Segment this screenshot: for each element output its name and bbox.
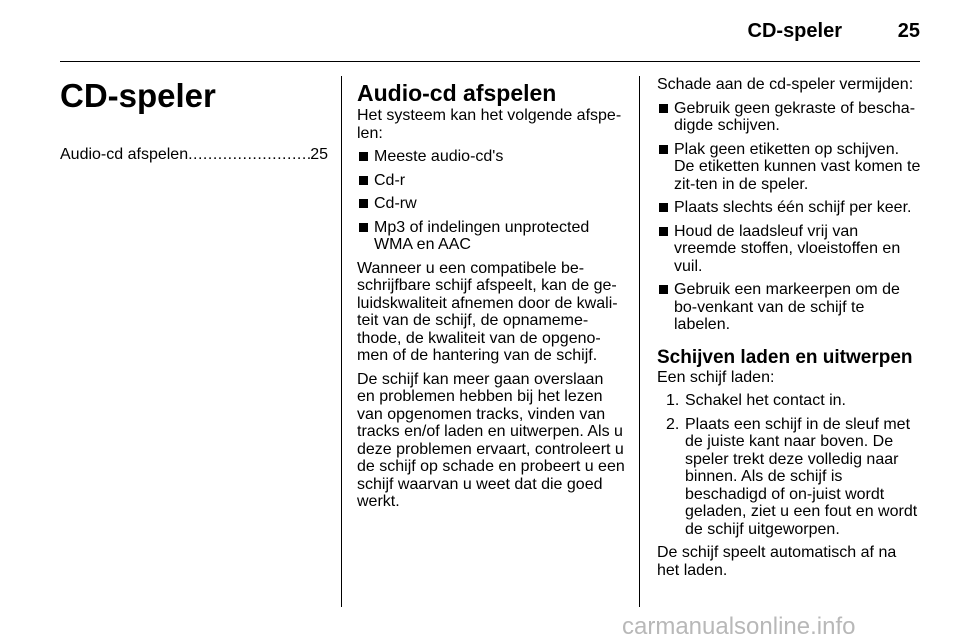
column-care <box>657 76 921 579</box>
toc-entry-label: Audio-cd afspelen <box>60 146 189 163</box>
bullet-square-icon <box>659 227 668 236</box>
list-item: 2. Plaats een schijf in de sleuf met de juiste kant naar boven. De speler trekt deze volledig naar binnen. Als de schijf is beschadigd of on-juist wordt geladen, ziet u een fout en wordt de schijf uitgeworpen. <box>666 415 918 538</box>
section-title: Audio-cd afspelen <box>357 80 557 106</box>
list-item: Plak geen etiketten op schijven. De etiketten kunnen vast komen te zit-ten in de speler. <box>657 141 921 194</box>
body-paragraph: De schijf kan meer gaan overslaan en problemen hebben bij het lezen van opgenomen tracks, vinden van tracks en/of laden en uitwerpen. Als u deze problemen ervaart, controleert u de schijf op schade en probeert u een schijf waarvan u weet dat die goed werkt. <box>357 370 625 510</box>
intro-text: Schade aan de cd-speler vermijden: <box>657 76 914 93</box>
list-item: Gebruik geen gekraste of bescha-digde schijven. <box>657 100 921 135</box>
bullet-square-icon <box>359 199 368 208</box>
care-tips-list <box>657 100 921 334</box>
bullet-square-icon <box>359 176 368 185</box>
watermark: carmanualsonline.info <box>622 613 856 640</box>
bullet-square-icon <box>659 285 668 294</box>
steps-intro: Een schijf laden: <box>657 368 775 386</box>
list-item: 1. Schakel het contact in. <box>666 392 846 409</box>
toc-entry[interactable] <box>60 145 328 165</box>
toc-entry-page: 25 <box>310 146 328 163</box>
intro-text: Het systeem kan het volgende afspe-len: <box>357 107 622 142</box>
list-item: Houd de laadsleuf vrij van vreemde stoffen, vloeistoffen en vuil. <box>657 223 921 276</box>
step-number: 1. <box>666 392 680 409</box>
column-audio-cd <box>357 76 625 511</box>
list-item: Mp3 of indelingen unprotected WMA en AAC <box>357 219 625 254</box>
bullet-square-icon <box>359 152 368 161</box>
bullet-square-icon <box>659 203 668 212</box>
running-header-title: CD-speler <box>747 20 842 42</box>
bullet-square-icon <box>659 145 668 154</box>
column-toc <box>60 76 328 165</box>
list-item: Gebruik een markeerpen om de bo-venkant van de schijf te labelen. <box>657 281 921 334</box>
body-paragraph: Wanneer u een compatibele be-schrijfbare schijf afspeelt, kan de ge-luidskwaliteit afnemen door de kwali-teit van de schijf, de opnameme-thode, de kwaliteit van de opgeno-men of de hantering van de schijf. <box>357 259 618 364</box>
supported-formats-list <box>357 148 625 254</box>
list-item: Cd-r <box>357 172 625 190</box>
loading-steps-list <box>657 392 921 538</box>
body-paragraph: De schijf speelt automatisch af na het laden. <box>657 544 897 579</box>
page-number: 25 <box>897 20 920 42</box>
column-divider-1 <box>341 76 342 607</box>
list-item: Plaats slechts één schijf per keer. <box>657 199 921 217</box>
list-item: Meeste audio-cd's <box>357 148 625 166</box>
column-divider-2 <box>639 76 640 607</box>
toc-leader-dots <box>188 145 310 165</box>
bullet-square-icon <box>659 104 668 113</box>
header-divider <box>60 61 920 62</box>
page-header <box>0 0 960 62</box>
bullet-square-icon <box>359 223 368 232</box>
subsection-title: Schijven laden en uitwerpen <box>657 346 913 368</box>
chapter-title: CD-speler <box>60 77 216 114</box>
step-number: 2. <box>666 415 680 433</box>
list-item: Cd-rw <box>357 195 625 213</box>
